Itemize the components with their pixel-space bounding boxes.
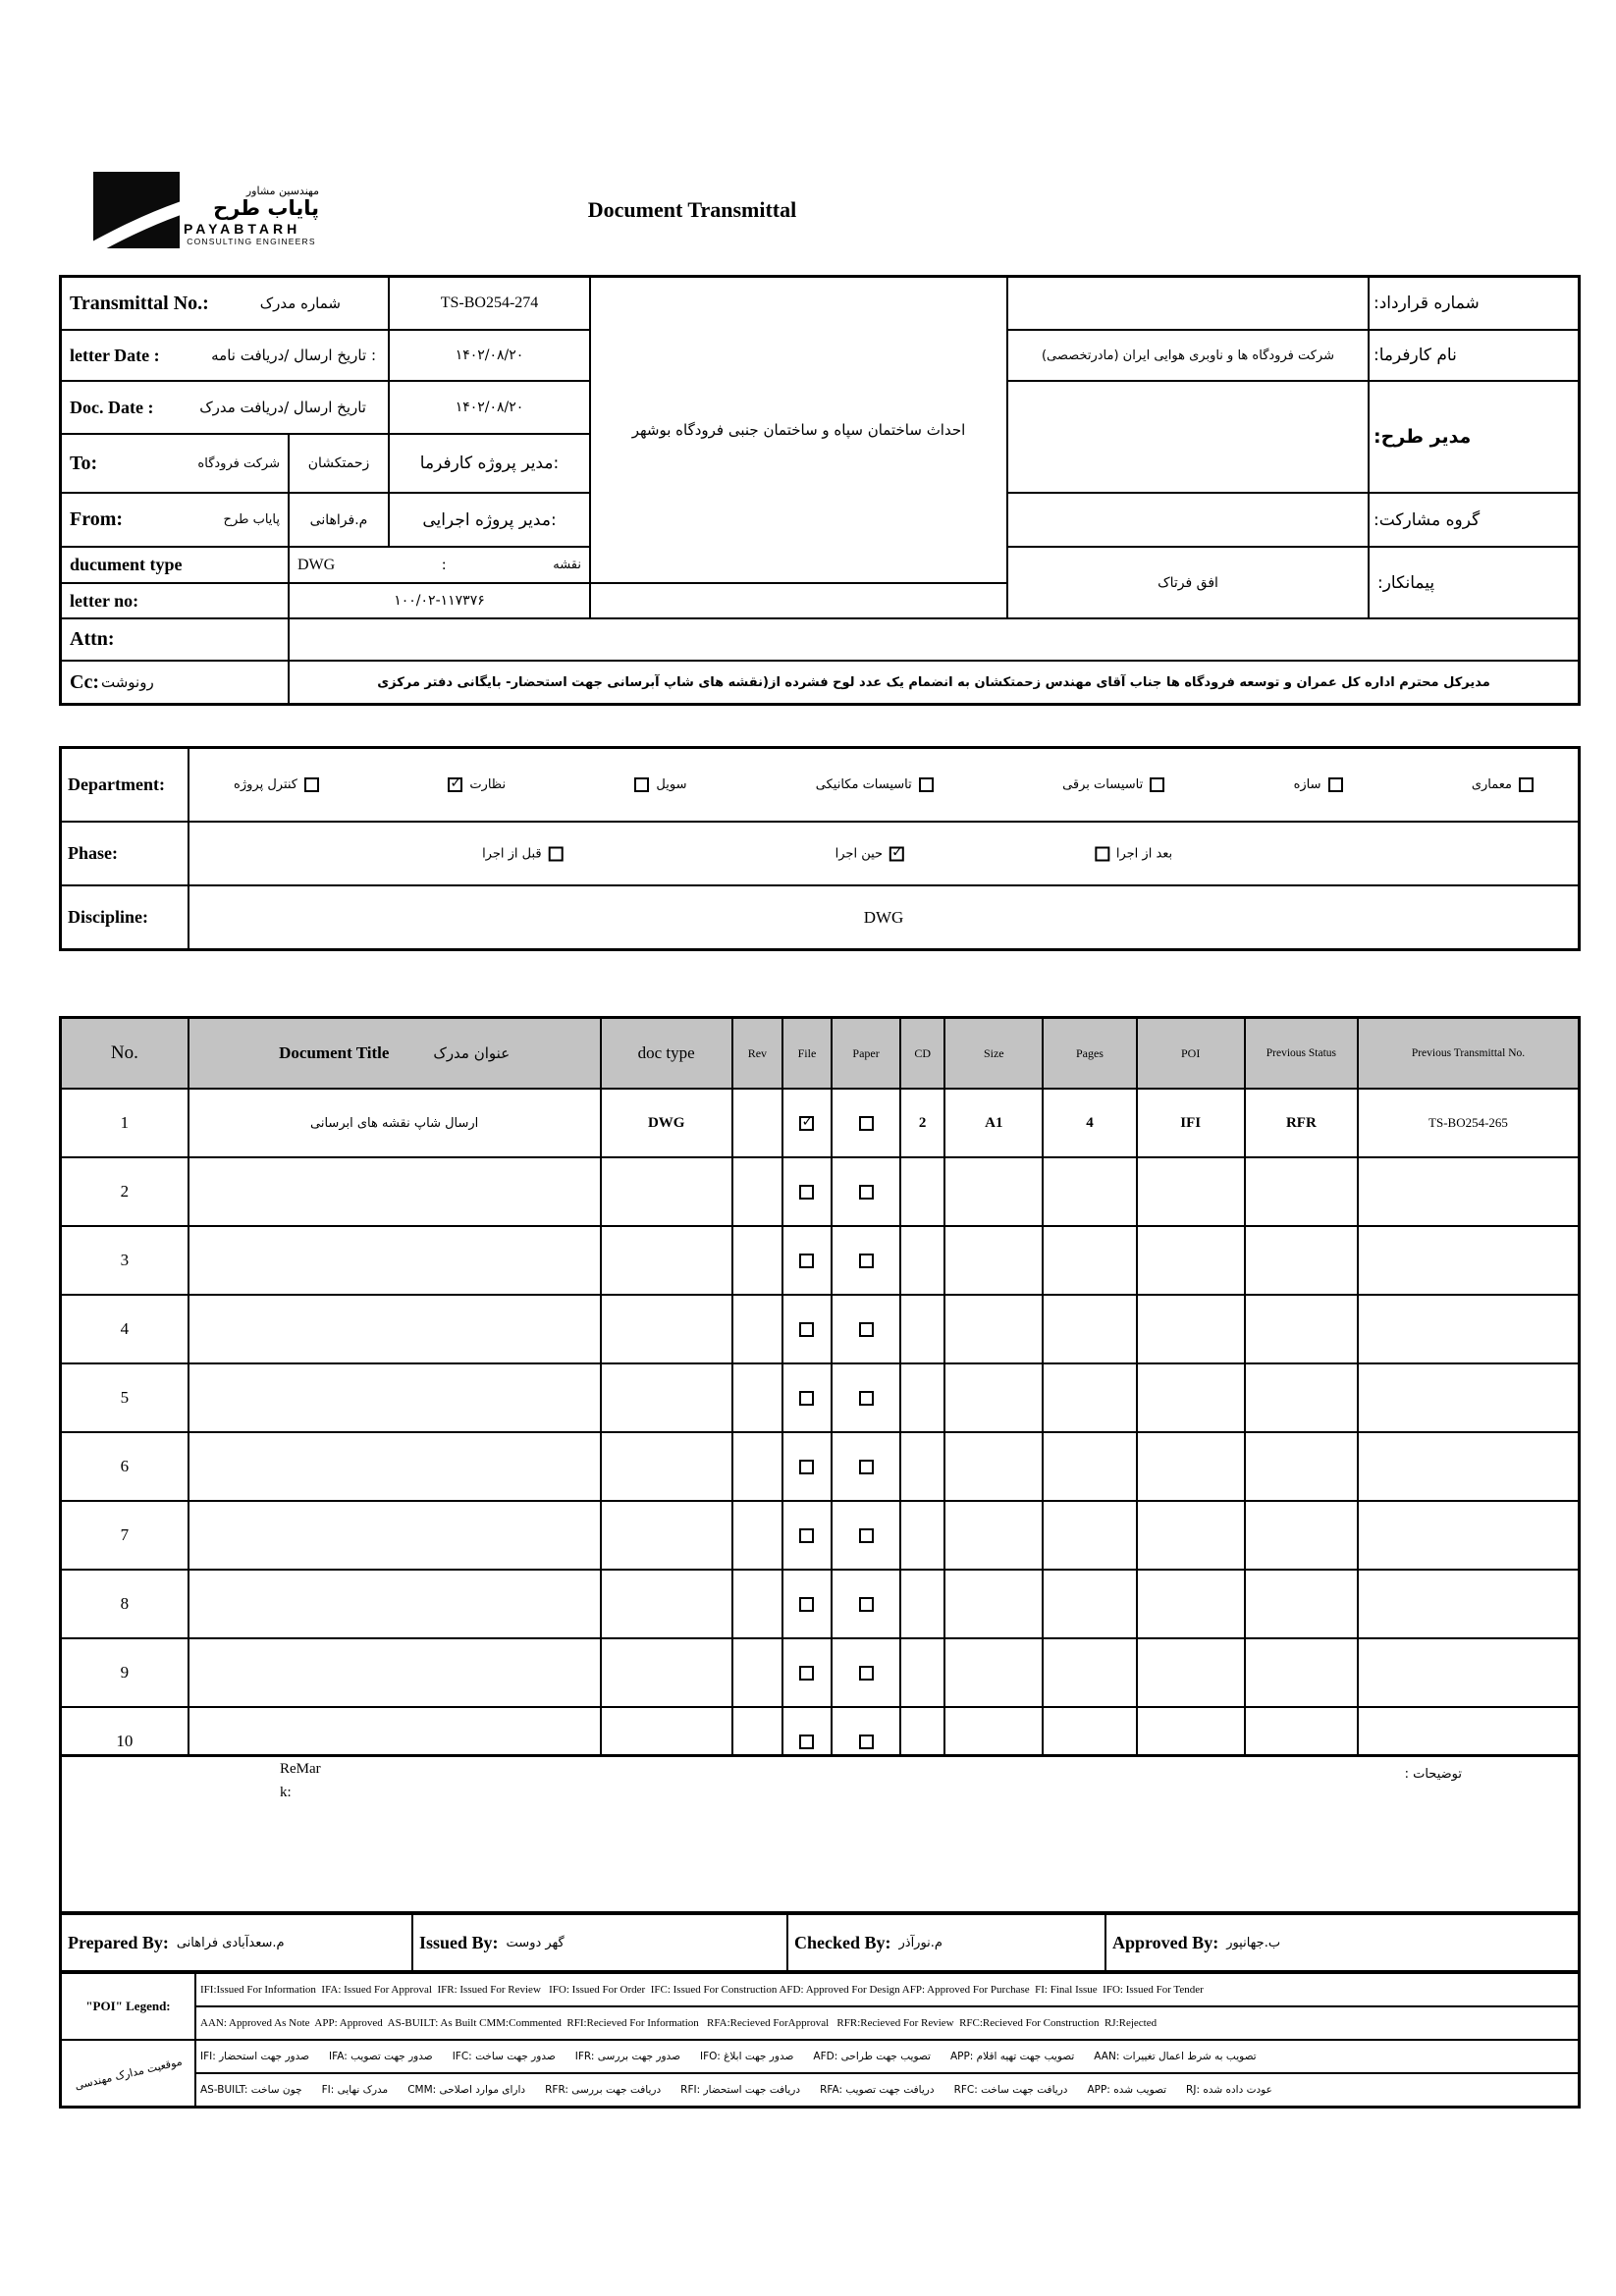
dept-mechanical: تاسیسات مکانیکی (816, 777, 934, 792)
poi-legend-label: "POI" Legend: (62, 1974, 194, 2039)
design-manager-label: مدیر طرح: (1370, 382, 1578, 492)
col-paper: Paper (832, 1018, 900, 1090)
table-header-row (61, 1018, 1580, 1090)
empty-cell (591, 584, 1006, 617)
doc-type-colon: : (442, 556, 447, 573)
paper-checkbox[interactable] (859, 1254, 874, 1268)
paper-checkbox[interactable] (859, 1391, 874, 1406)
signature-row (59, 1912, 1581, 1973)
project-name: احداث ساختمان سپاه و ساختمان جنبی فرودگاه بوشهر (591, 278, 1006, 582)
letter-date-value: ۱۴۰۲/۰۸/۲۰ (390, 331, 589, 380)
table-row: 10 (61, 1707, 1580, 1777)
file-checkbox[interactable] (799, 1116, 814, 1131)
table-row: 5 (61, 1363, 1580, 1432)
prepared-by-name: م.سعدآبادی فراهانی (176, 1935, 285, 1950)
department-label: Department: (68, 774, 165, 794)
cc-text: مدیرکل محترم اداره کل عمران و توسعه فرودگاه ها جناب آقای مهندس زحمتکشان به انضمام یک عدد لوح فشرده از(نقشه های شاپ آبرسانی جهت استحضار- بایگانی دفتر مرکزی (290, 662, 1578, 703)
col-poi: POI (1137, 1018, 1245, 1090)
transmittal-no-label: Transmittal No.: (70, 292, 209, 314)
file-checkbox[interactable] (799, 1391, 814, 1406)
checked-by-label: Checked By: (794, 1932, 891, 1952)
paper-checkbox[interactable] (859, 1528, 874, 1543)
issued-by-name: گهر دوست (506, 1935, 565, 1950)
col-prev-status: Previous Status (1245, 1018, 1358, 1090)
dept-mechanical-checkbox[interactable] (919, 777, 934, 792)
phase-during-checkbox[interactable] (889, 846, 904, 861)
row-doc-type: DWG (601, 1089, 732, 1157)
letter-date-label: letter Date : (70, 345, 160, 365)
doc-date-value: ۱۴۰۲/۰۸/۲۰ (390, 382, 589, 433)
table-row: 9 (61, 1638, 1580, 1707)
file-checkbox[interactable] (799, 1528, 814, 1543)
row-paper (832, 1089, 900, 1157)
table-row: 2 (61, 1157, 1580, 1226)
from-value: پایاب طرح (223, 512, 280, 527)
row-pages: 4 (1043, 1089, 1136, 1157)
attn-value (290, 619, 1578, 660)
client-name-value: شرکت فرودگاه ها و ناوبری هوایی ایران (مادرتخصصی) (1008, 331, 1368, 380)
table-row (61, 1089, 1580, 1157)
row-size: A1 (944, 1089, 1043, 1157)
poi-legend-fa-line1: IFI: صدور جهت استحضار IFA: صدور جهت تصویب IFC: صدور جهت ساخت IFR: صدور جهت بررسی IFO: صدور جهت ابلاغ AFD: تصویب جهت طراحی APP: تصویب جهت تهیه اقلام AAN: تصویب به شرط اعمال تغییرات (196, 2041, 1578, 2072)
phase-label: Phase: (68, 843, 118, 863)
table-row: 4 (61, 1295, 1580, 1363)
col-title: Document Title عنوان مدرک (189, 1018, 601, 1090)
col-pages: Pages (1043, 1018, 1136, 1090)
transmittal-info-table (59, 275, 1581, 706)
paper-checkbox[interactable] (859, 1116, 874, 1131)
paper-checkbox[interactable] (859, 1666, 874, 1681)
issued-by-label: Issued By: (419, 1932, 499, 1952)
doc-date-label-fa: تاریخ ارسال /دریافت مدرک (199, 399, 366, 416)
logo-brand-en: PAYABTARH (184, 221, 301, 237)
contractor-label: پیمانکار: (1370, 548, 1578, 617)
jv-group-label: گروه مشارکت: (1370, 494, 1578, 546)
file-checkbox[interactable] (799, 1185, 814, 1200)
dept-electrical: تاسیسات برقی (1062, 777, 1164, 792)
phase-after-checkbox[interactable] (1095, 846, 1109, 861)
contract-no-value (1008, 278, 1368, 329)
discipline-label: Discipline: (68, 907, 149, 927)
file-checkbox[interactable] (799, 1735, 814, 1749)
poi-legend (59, 1971, 1581, 2109)
logo-brand-fa: پایاب طرح (213, 195, 319, 220)
dept-project-control-checkbox[interactable] (304, 777, 319, 792)
transmittal-no-label-fa: شماره مدرک (259, 294, 341, 312)
paper-checkbox[interactable] (859, 1597, 874, 1612)
col-prev-transmittal: Previous Transmittal No. (1358, 1018, 1580, 1090)
dept-civil-checkbox[interactable] (634, 777, 649, 792)
row-rev (732, 1089, 782, 1157)
dept-civil: سویل (634, 777, 686, 792)
row-cd: 2 (900, 1089, 944, 1157)
discipline-value: DWG (189, 886, 1578, 948)
letter-date-label-fa: تاریخ ارسال /دریافت نامه : (211, 347, 376, 364)
doc-type-label: ducument type (70, 555, 183, 574)
phase-options (189, 823, 1578, 884)
row-poi: IFI (1137, 1089, 1245, 1157)
remark-label-en: ReMark: (280, 1761, 321, 1800)
doc-type-value: DWG (297, 556, 336, 573)
dept-structure-checkbox[interactable] (1328, 777, 1343, 792)
phase-during-execution: ✓ حین اجرا (835, 846, 904, 861)
row-title: ارسال شاپ نقشه های ابرسانی (189, 1089, 601, 1157)
from-label: From: (70, 508, 124, 530)
to-person: زحمتکشان (290, 435, 388, 492)
poi-legend-fa-line2: AS-BUILT: چون ساخت FI: مدرک نهایی CMM: دارای موارد اصلاحی RFR: دریافت جهت بررسی RFI: دریافت جهت استحضار RFA: دریافت جهت تصویب RFC: دریافت جهت ساخت APP: تصویب شده RJ: عودت داده شده (196, 2074, 1578, 2106)
letter-no-label: letter no: (70, 590, 139, 611)
executive-pm-label: مدیر پروژه اجرایی: (390, 494, 589, 546)
attn-label: Attn: (70, 628, 115, 650)
col-file: File (782, 1018, 832, 1090)
file-checkbox[interactable] (799, 1254, 814, 1268)
table-row: 8 (61, 1570, 1580, 1638)
logo-subtitle-fa: مهندسین مشاور (245, 184, 319, 197)
company-logo (93, 172, 319, 248)
remark-label-fa: توضیحات : (1404, 1767, 1462, 1782)
paper-checkbox[interactable] (859, 1735, 874, 1749)
prepared-by-label: Prepared By: (68, 1932, 169, 1952)
dept-supervision: نظارت ✓ (448, 777, 506, 792)
page-title: Document Transmittal (587, 197, 797, 222)
dept-supervision-checkbox[interactable] (448, 777, 462, 792)
classification-table (59, 746, 1581, 951)
paper-checkbox[interactable] (859, 1322, 874, 1337)
design-manager-value (1008, 382, 1368, 492)
doc-type-value-fa: نقشه (553, 558, 581, 572)
department-options (189, 749, 1578, 821)
phase-before-execution: قبل از اجرا (482, 846, 564, 861)
logo-tagline: CONSULTING ENGINEERS (187, 237, 316, 246)
from-person: م.فراهانی (290, 494, 388, 546)
file-checkbox[interactable] (799, 1666, 814, 1681)
dept-electrical-checkbox[interactable] (1150, 777, 1164, 792)
logo-swoosh-icon (93, 172, 180, 248)
document-list-table (59, 1016, 1581, 1778)
poi-legend-en-line2: AAN: Approved As Note APP: Approved AS-BUILT: As Built CMM:Commented RFI:Recieved For Information RFA:Recieved ForApproval RFR:Recieved For Review RFC:Recieved For Construction RJ:Rejected (196, 2007, 1578, 2039)
row-prev-transmittal: TS-BO254-265 (1358, 1089, 1580, 1157)
phase-after-execution: بعد از اجرا (1095, 846, 1172, 861)
contract-no-label: شماره قرارداد: (1370, 278, 1578, 329)
row-no: 1 (61, 1089, 189, 1157)
col-size: Size (944, 1018, 1043, 1090)
remarks-section (59, 1754, 1581, 1914)
file-checkbox[interactable] (799, 1597, 814, 1612)
dept-structure: سازه (1294, 777, 1343, 792)
table-row: 3 (61, 1226, 1580, 1295)
client-pm-label: مدیر پروژه کارفرما: (390, 435, 589, 492)
table-row: 6 (61, 1432, 1580, 1501)
cc-label-fa: رونوشت (100, 673, 154, 691)
doc-status-legend-label: موقعیت مدارک مهندسی (62, 2041, 194, 2106)
phase-before-checkbox[interactable] (549, 846, 564, 861)
row-prev-status: RFR (1245, 1089, 1358, 1157)
dept-architecture-checkbox[interactable] (1519, 777, 1534, 792)
file-checkbox[interactable] (799, 1460, 814, 1474)
cc-label: Cc: (70, 670, 99, 693)
dept-project-control: کنترل پروژه (234, 777, 319, 792)
checked-by-name: م.نورآذر (898, 1935, 943, 1950)
col-rev: Rev (732, 1018, 782, 1090)
col-cd: CD (900, 1018, 944, 1090)
approved-by-name: ب.جهانپور (1226, 1935, 1281, 1950)
approved-by-label: Approved By: (1112, 1932, 1219, 1952)
col-no: No. (61, 1018, 189, 1090)
file-checkbox[interactable] (799, 1322, 814, 1337)
jv-group-value (1008, 494, 1368, 546)
dept-architecture: معماری (1472, 777, 1534, 792)
to-label: To: (70, 452, 98, 474)
table-row: 7 (61, 1501, 1580, 1570)
to-value: شرکت فرودگاه (197, 455, 280, 471)
paper-checkbox[interactable] (859, 1185, 874, 1200)
letter-no-value: ۱۰۰/۰۲-۱۱۷۳۷۶ (290, 584, 589, 617)
paper-checkbox[interactable] (859, 1460, 874, 1474)
row-file (782, 1089, 832, 1157)
poi-legend-en-line1: IFI:Issued For Information IFA: Issued For Approval IFR: Issued For Review IFO: Issued For Order IFC: Issued For Construction AFD: Approved For Design AFP: Approved For Purchase FI: Final Issue IFO: Issued For Tender (196, 1974, 1578, 2005)
transmittal-no-value: TS-BO254-274 (390, 278, 589, 329)
client-name-label: نام کارفرما: (1370, 331, 1578, 380)
col-doc-type: doc type (601, 1018, 732, 1090)
doc-date-label: Doc. Date : (70, 397, 154, 417)
contractor-value: افق فرتاک (1008, 548, 1368, 617)
